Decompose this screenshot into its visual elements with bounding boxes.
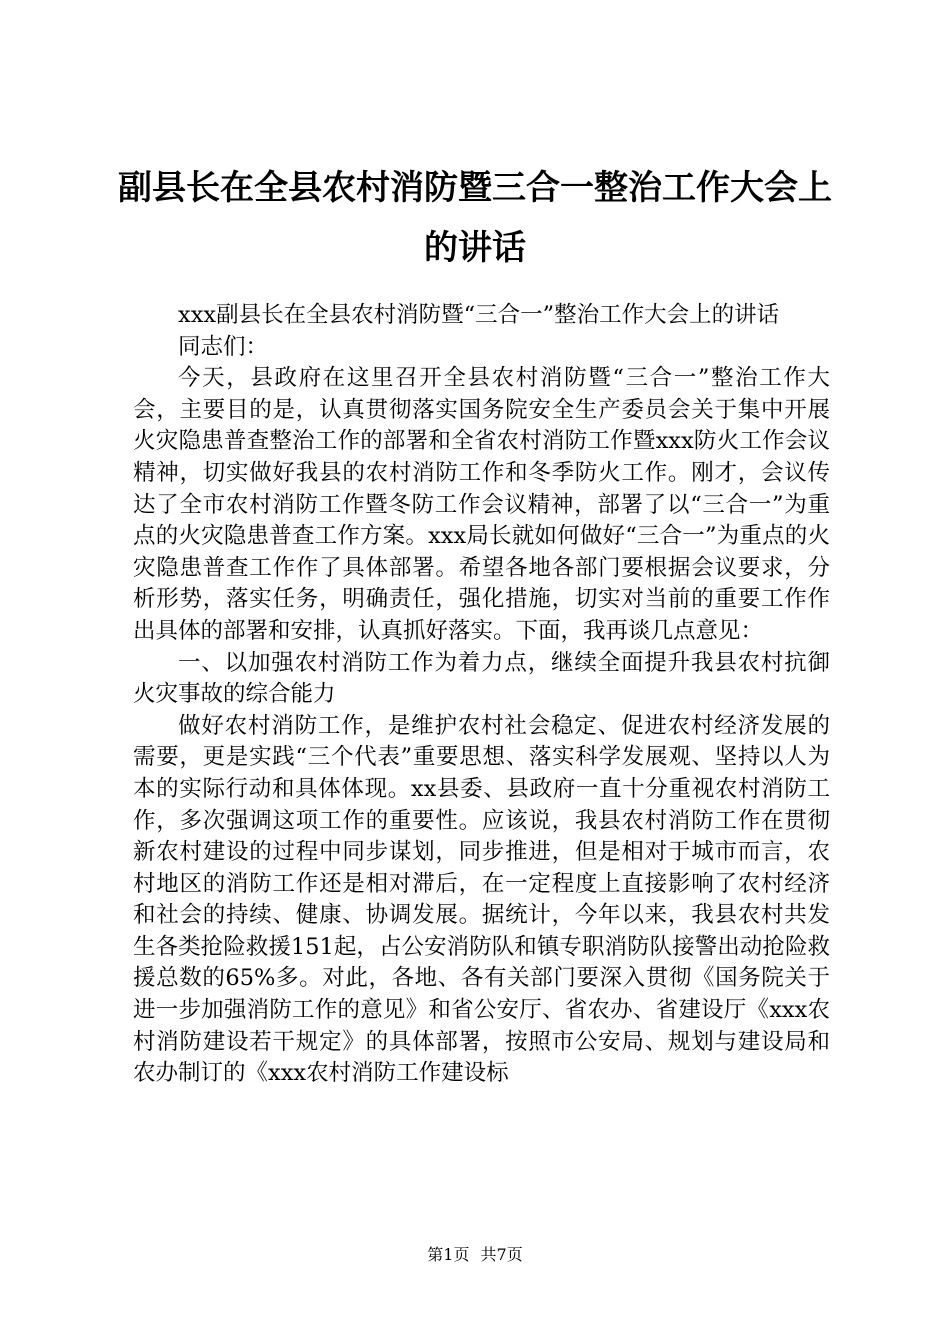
salutation-paragraph: 同志们：	[178, 333, 269, 360]
section-1-paragraph: 做好农村消防工作，是维护农村社会稳定、促进农村经济发展的需要，更是实践“三个代表”重要思想、落实科学发展观、坚持以人为本的实际行动和具体体现。xx县委、县政府一直十分重视农村消防工作，多次强调这项工作的重要性。应该说，我县农村消防工作在贯彻新农村建设的过程中同步谋划，同步推进，但是相对于城市而言，农村地区的消防工作还是相对滞后，在一定程度上直接影响了农村经济和社会的持续、健康、协调发展。据统计，今年以来，我县农村共发生各类抢险救援151起，占公安消防队和镇专职消防队接警出动抢险救援总数的65%多。对此，各地、各有关部门要深入贯彻《国务院关于进一步加强消防工作的意见》和省公安厅、省农办、省建设厅《xxx农村消防建设若干规定》的具体部署，按照市公安局、规划与建设局和农办制订的《xxx农村消防工作建设标	[133, 712, 830, 1087]
intro-paragraph: 今天，县政府在这里召开全县农村消防暨“三合一”整治工作大会，主要目的是，认真贯彻落实国务院安全生产委员会关于集中开展火灾隐患普查整治工作的部署和全省农村消防工作暨xxx防火工作会议精神，切实做好我县的农村消防工作和冬季防火工作。刚才，会议传达了全市农村消防工作暨冬防工作会议精神，部署了以“三合一”为重点的火灾隐患普查工作方案。xxx局长就如何做好“三合一”为重点的火灾隐患普查工作作了具体部署。希望各地各部门要根据会议要求，分析形势，落实任务，明确责任，强化措施，切实对当前的重要工作作出具体的部署和安排，认真抓好落实。下面，我再谈几点意见：	[133, 365, 830, 644]
document-body	[133, 300, 830, 1090]
document-title: 副县长在全县农村消防暨三合一整治工作大会上的讲话	[118, 168, 832, 268]
speech-heading-paragraph: xxx副县长在全县农村消防暨“三合一”整治工作大会上的讲话	[178, 302, 780, 328]
page-footer: 第1页 共7页	[427, 1245, 523, 1264]
section-heading-1: 一、以加强农村消防工作为着力点，继续全面提升我县农村抗御火灾事故的综合能力	[133, 649, 830, 708]
